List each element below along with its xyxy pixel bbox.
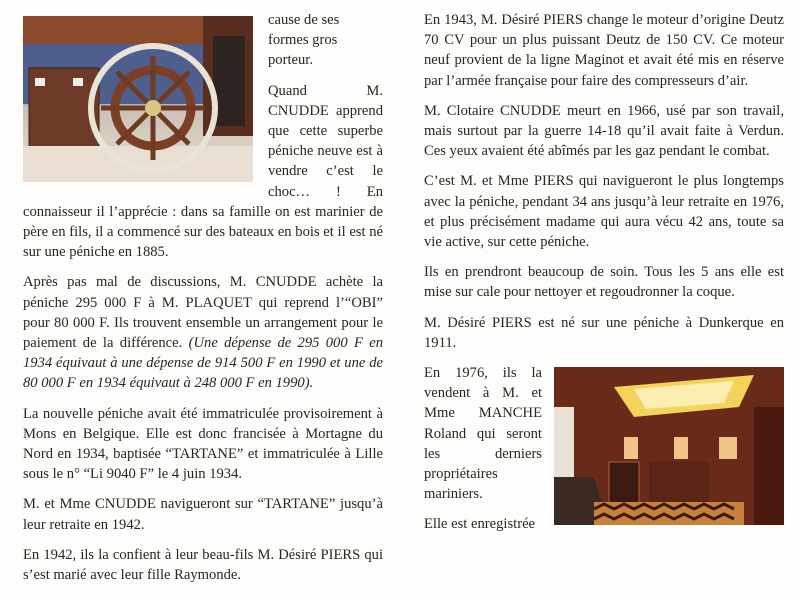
paragraph-sale-1976: En 1976, ils la vendent à M. et Mme MANCHE Roland qui seront les derniers propriétaires mariniers.	[424, 365, 542, 503]
cabin-interior-illustration	[554, 367, 784, 525]
purchase-note-italic: (Une dépense de 295 000 F en 1934 équivaut à une dépense de 914 500 F en 1990 et une de 80 000 F en 1934 équivaut à 248 000 F en 1990).	[23, 335, 383, 392]
paragraph-registration: La nouvelle péniche avait été immatriculée provisoirement à Mons en Belgique. Elle est donc francisée à Mortagne du Nord en 1934, baptisée “TARTANE” et immatriculée à Lille sous le n° “Li 9040 F” le 4 juin 1934.	[23, 405, 383, 483]
right-column	[424, 10, 784, 545]
paragraph-cnudde-discovers: Quand M. CNUDDE apprend que cette superbe péniche neuve est à vendre c’est le choc… ! En connaisseur il l’apprécie : dans sa famille on est marinier de père en fils, il a commencé sur des bateaux en bois et il est né sur une péniche en 1885.	[23, 82, 383, 261]
paragraph-maintenance: Ils en prendront beaucoup de soin. Tous les 5 ans elle est mise sur cale pour nettoyer et regoudronner la coque.	[424, 264, 784, 301]
paragraph-intro-end: cause de ses formes gros porteur.	[268, 12, 340, 69]
paragraph-retirement-1942: M. et Mme CNUDDE navigueront sur “TARTANE” jusqu’à leur retraite en 1942.	[23, 496, 383, 533]
cabin-interior-photo	[554, 367, 784, 525]
ship-wheel-photo	[23, 16, 253, 182]
paragraph-engine-1943: En 1943, M. Désiré PIERS change le moteur d’origine Deutz 70 CV pour un plus puissant Deutz de 150 CV. Ce moteur neuf provient de la ligne Maginot et avait été mis en réserve par l’armée française pour faire des compresseurs d’air.	[424, 12, 784, 89]
paragraph-piers-navigation: C’est M. et Mme PIERS qui navigueront le plus longtemps avec la péniche, pendant 34 ans jusqu’à leur retraite en 1976, et plus précisément madame qui aura vécu 42 ans, toute sa vie active, sur cette péniche.	[424, 173, 784, 251]
paragraph-purchase	[23, 272, 383, 393]
paragraph-handover-1942: En 1942, ils la confient à leur beau-fils M. Désiré PIERS qui s’est marié avec leur fille Raymonde.	[23, 546, 383, 584]
paragraph-piers-birth: M. Désiré PIERS est né sur une péniche à Dunkerque en 1911.	[424, 314, 784, 351]
left-column	[23, 10, 383, 595]
purchase-text: Après pas mal de discussions, M. CNUDDE achète la péniche 295 000 F à M. PLAQUET qui reprend l’“OBI” pour 80 000 F. Ils trouvent ensemble un arrangement pour le paiement de la différence.	[23, 274, 383, 352]
paragraph-registered: Elle est enregistrée	[424, 516, 536, 533]
ship-wheel-illustration	[23, 16, 253, 182]
paragraph-clotaire-death: M. Clotaire CNUDDE meurt en 1966, usé par son travail, mais surtout par la guerre 14-18 qu’il avait faite à Verdun. Ces yeux avaient été abîmés par les gaz pendant le combat.	[424, 102, 784, 160]
